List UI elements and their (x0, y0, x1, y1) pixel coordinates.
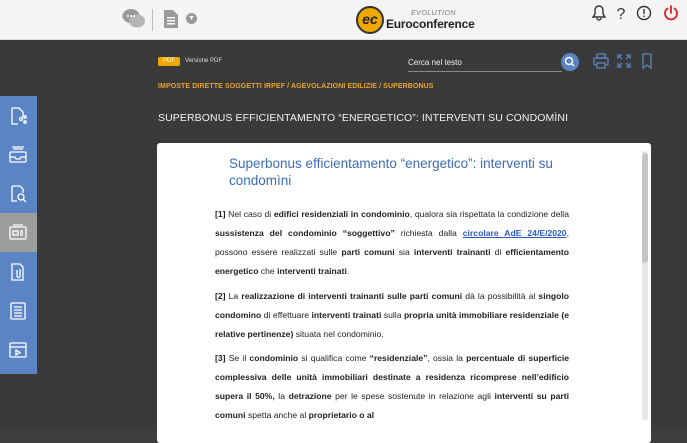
info-icon[interactable] (634, 5, 654, 25)
document-viewer[interactable] (157, 143, 651, 443)
document-icon[interactable] (163, 9, 179, 34)
text: , qualora sia rispettata la condizione della (409, 209, 569, 219)
breadcrumb[interactable]: IMPOSTE DIRETTE SOGGETTI IRPEF / AGEVOLAZIONI EDILIZIE / SUPERBONUS (158, 83, 434, 90)
sidebar-item-attachments[interactable] (0, 252, 37, 291)
scrollbar-thumb[interactable] (642, 153, 648, 263)
bold-text: interventi trainanti (413, 247, 491, 257)
text: La (225, 291, 242, 301)
paragraph-number: [2] (215, 291, 226, 301)
sidebar-item-news[interactable] (0, 291, 37, 330)
text: spetta anche al (245, 410, 309, 420)
text: sulla (381, 310, 404, 320)
paragraph-3 (215, 349, 569, 425)
paragraph-2 (215, 287, 569, 344)
document-title: Superbonus efficientamento “energetico”: interventi su condomìni (229, 156, 553, 188)
paragraph-number: [3] (215, 353, 226, 363)
bold-text: detrazione (288, 391, 332, 401)
bold-text: propria unità immobiliare residenziale (e relative pertinenze) (215, 310, 569, 339)
document-card-icon (9, 224, 27, 242)
bold-text: parti comuni (341, 247, 395, 257)
logo-mark: ec (356, 6, 384, 34)
newspaper-icon (9, 302, 27, 320)
circolare-link[interactable]: circolare AdE 24/E/2020 (462, 228, 567, 238)
text: richiesta dalla (394, 228, 463, 238)
scrollbar[interactable] (642, 151, 648, 421)
search-button[interactable] (561, 53, 579, 71)
power-icon[interactable] (661, 5, 681, 25)
share-document-icon (9, 107, 27, 125)
sidebar-item-document[interactable] (0, 213, 37, 252)
chevron-down-icon[interactable]: ▼ (186, 13, 197, 24)
logo-name: Euroconference (386, 17, 475, 31)
bold-text: condominio (249, 353, 299, 363)
top-bar (0, 0, 687, 40)
bold-text: singolo condomino (215, 291, 569, 320)
help-icon[interactable]: ? (616, 6, 626, 23)
document-search-icon (9, 185, 27, 203)
text: per le spese sostenute in relazione agli (331, 391, 495, 401)
text: la (274, 391, 289, 401)
print-icon[interactable] (593, 53, 609, 69)
text: di (490, 247, 506, 257)
page-title: SUPERBONUS EFFICIENTAMENTO “ENERGETICO”: INTERVENTI SU CONDOMÌNI (158, 112, 569, 124)
main-content (0, 40, 687, 429)
search-box (408, 52, 562, 72)
euroconference-logo[interactable] (356, 6, 475, 34)
pdf-badge[interactable]: PDF (158, 57, 180, 66)
bold-text: “residenziale” (369, 353, 428, 363)
sidebar-item-share[interactable] (0, 96, 37, 135)
text: Nel caso di (225, 209, 274, 219)
text: situata nel condominio. (293, 329, 384, 339)
fullscreen-icon[interactable] (616, 53, 632, 69)
text: che (258, 266, 278, 276)
bold-text: efficientamento energetico (215, 247, 569, 276)
pdf-version-link[interactable]: Versione PDF (185, 58, 223, 64)
video-player-icon (9, 341, 27, 359)
search-input[interactable] (408, 54, 558, 72)
logo-evolution: EVOLUTION (411, 10, 456, 17)
left-sidebar (0, 96, 37, 374)
sidebar-item-video[interactable] (0, 330, 37, 369)
paragraph-1 (215, 205, 569, 281)
bold-text: sussistenza del condominio “soggettivo” (215, 228, 395, 238)
bold-text: proprietario o al (308, 410, 375, 420)
sidebar-item-archive[interactable] (0, 135, 37, 174)
text: sia (394, 247, 414, 257)
sidebar-item-search-docs[interactable] (0, 174, 37, 213)
toolbar-divider (152, 9, 153, 31)
text: , ossia la (427, 353, 467, 363)
chat-icon[interactable] (122, 8, 146, 35)
bold-text: edifici residenziali in condominio (273, 209, 410, 219)
bold-text: interventi su parti comuni (215, 391, 569, 420)
paragraph-number: [1] (215, 209, 226, 219)
bold-text: percentuale di superficie complessiva delle unità immobiliari destinate a residenza ricomprese nell’edificio supera il 50%, (215, 353, 570, 401)
inbox-icon (9, 146, 27, 164)
text: di effettuare (261, 310, 312, 320)
text: dà la possibilità al (462, 291, 539, 301)
bookmark-icon[interactable] (639, 53, 655, 69)
bold-text: interventi trainati (311, 310, 382, 320)
text: . (346, 266, 350, 276)
text: si qualifica come (298, 353, 370, 363)
bell-icon[interactable] (589, 5, 609, 25)
bold-text: interventi trainati (277, 266, 347, 276)
attachment-document-icon (9, 263, 27, 281)
text: Se il (225, 353, 250, 363)
text: , possono essere realizzati sulle (215, 228, 569, 257)
bold-text: realizzazione di interventi trainanti sulle parti comuni (241, 291, 463, 301)
